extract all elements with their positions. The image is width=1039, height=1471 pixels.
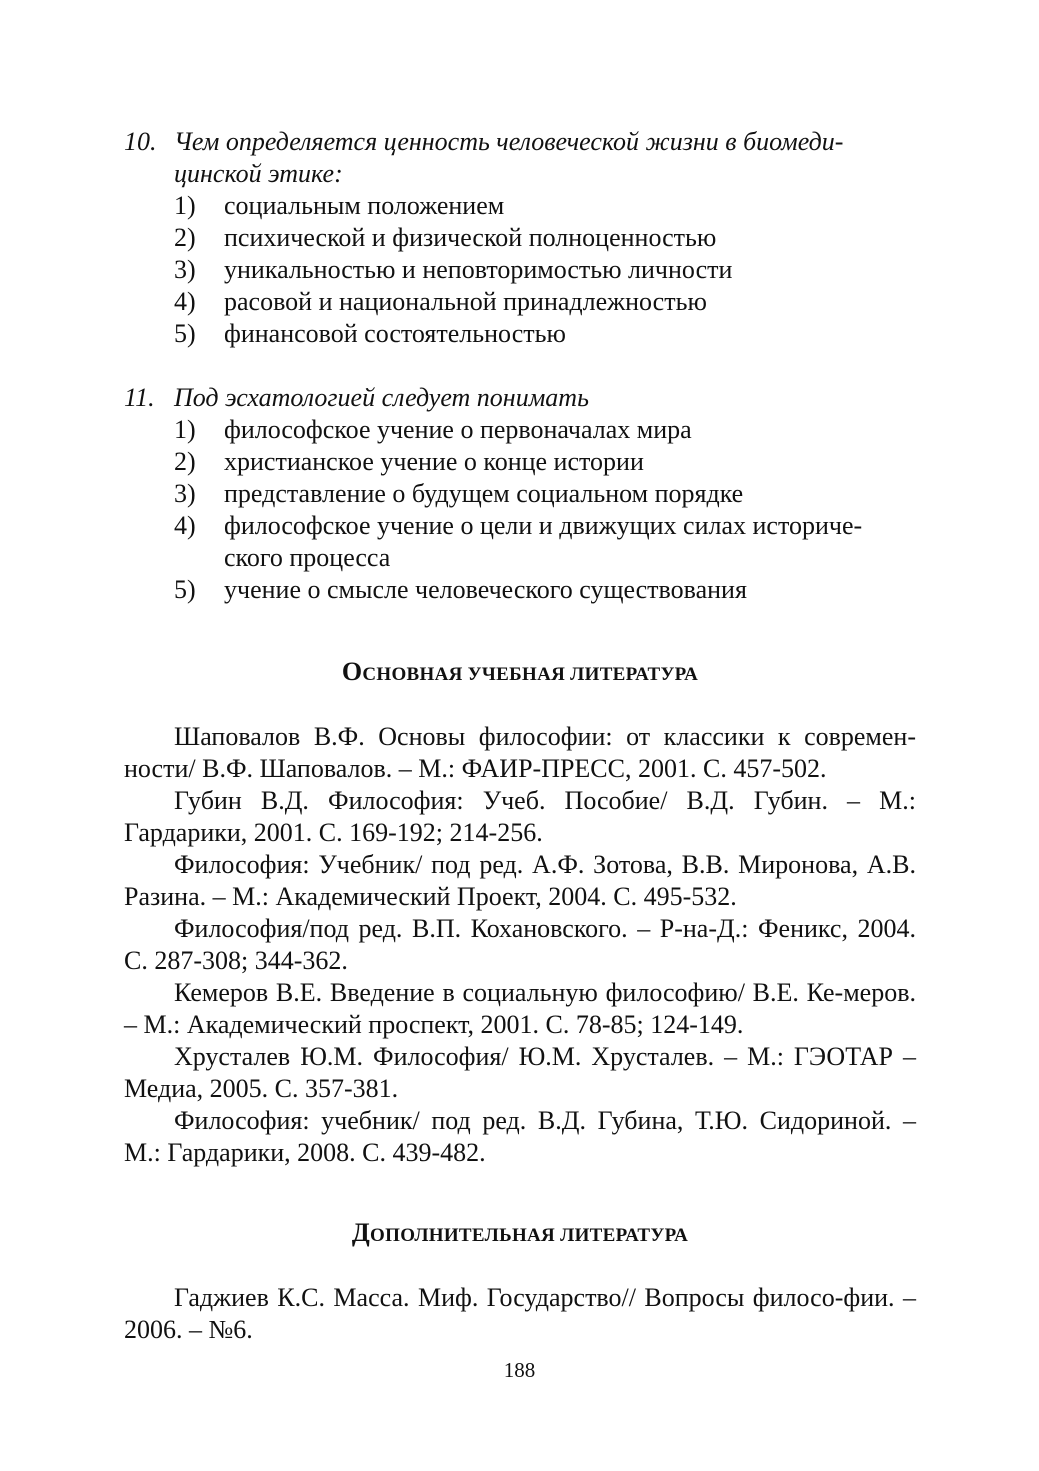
answer-text: расовой и национальной принадлежностью	[224, 287, 707, 316]
additional-literature-list	[124, 1282, 916, 1346]
page-content	[124, 126, 916, 1346]
answer-number: 2)	[174, 223, 196, 252]
question-text: Под эсхатологией следует понимать	[174, 383, 589, 412]
answer-option	[124, 510, 916, 574]
answer-option	[124, 414, 916, 446]
question-number: 10.	[124, 127, 157, 156]
reference-entry: Философия/под ред. В.П. Кохановского. – Р-на-Д.: Феникс, 2004. С. 287-308; 344-362.	[124, 914, 916, 975]
answer-text: социальным положением	[224, 191, 505, 220]
question-10-text-block	[124, 126, 916, 190]
reference-entry: Шаповалов В.Ф. Основы философии: от классики к современ-ности/ В.Ф. Шаповалов. – М.: ФАИР-ПРЕСС, 2001. С. 457-502.	[124, 722, 916, 783]
answer-list	[124, 190, 916, 350]
answer-option	[124, 254, 916, 286]
heading-initial: О	[341, 657, 363, 686]
answer-number: 3)	[174, 479, 196, 508]
answer-number: 1)	[174, 191, 196, 220]
answer-option	[124, 446, 916, 478]
answer-option	[124, 190, 916, 222]
answer-number: 4)	[174, 511, 196, 540]
answer-list	[124, 414, 916, 606]
main-literature-list	[124, 721, 916, 1169]
reference-entry: Философия: учебник/ под ред. В.Д. Губина, Т.Ю. Сидориной. – М.: Гардарики, 2008. С. 439-482.	[124, 1106, 916, 1167]
answer-text: представление о будущем социальном порядке	[224, 479, 744, 508]
answer-option	[124, 574, 916, 606]
heading-initial: Д	[351, 1218, 371, 1247]
answer-text: психической и физической полноценностью	[224, 223, 717, 252]
answer-option	[124, 222, 916, 254]
reference-entry: Кемеров В.Е. Введение в социальную философию/ В.Е. Ке-меров. – М.: Академический проспект, 2001. С. 78-85; 124-149.	[124, 978, 916, 1039]
reference-entry: Хрусталев Ю.М. Философия/ Ю.М. Хрусталев. – М.: ГЭОТАР – Медиа, 2005. С. 357-381.	[124, 1042, 916, 1103]
answer-number: 5)	[174, 319, 196, 348]
answer-text: учение о смысле человеческого существования	[224, 575, 747, 604]
answer-number: 1)	[174, 415, 196, 444]
reference-entry: Гаджиев К.С. Масса. Миф. Государство// Вопросы филосо-фии. – 2006. – №6.	[124, 1283, 916, 1344]
answer-text: христианское учение о конце истории	[224, 447, 644, 476]
answer-number: 5)	[174, 575, 196, 604]
main-literature-heading	[124, 656, 916, 691]
heading-rest: ОПОЛНИТЕЛЬНАЯ ЛИТЕРАТУРА	[370, 1225, 689, 1246]
question-text: Чем определяется ценность человеческой жизни в биомеди-цинской этике:	[174, 127, 844, 188]
answer-text: философское учение о первоначалах мира	[224, 415, 692, 444]
answer-text: уникальностью и неповторимостью личности	[224, 255, 733, 284]
answer-text: финансовой состоятельностью	[224, 319, 566, 348]
answer-number: 2)	[174, 447, 196, 476]
answer-number: 4)	[174, 287, 196, 316]
heading-rest: СНОВНАЯ УЧЕБНАЯ ЛИТЕРАТУРА	[362, 664, 699, 685]
reference-entry: Губин В.Д. Философия: Учеб. Пособие/ В.Д. Губин. – М.: Гардарики, 2001. С. 169-192; 214-256.	[124, 786, 916, 847]
answer-option	[124, 478, 916, 510]
reference-entry: Философия: Учебник/ под ред. А.Ф. Зотова, В.В. Миронова, А.В. Разина. – М.: Академический Проект, 2004. С. 495-532.	[124, 850, 916, 911]
question-11-text-block	[124, 382, 916, 414]
answer-number: 3)	[174, 255, 196, 284]
answer-option	[124, 286, 916, 318]
question-11	[124, 382, 916, 606]
answer-option	[124, 318, 916, 350]
question-number: 11.	[124, 383, 155, 412]
answer-text: философское учение о цели и движущих силах историче-ского процесса	[224, 511, 863, 572]
additional-literature-heading	[124, 1217, 916, 1252]
question-10	[124, 126, 916, 350]
page-number: 188	[503, 1358, 536, 1382]
